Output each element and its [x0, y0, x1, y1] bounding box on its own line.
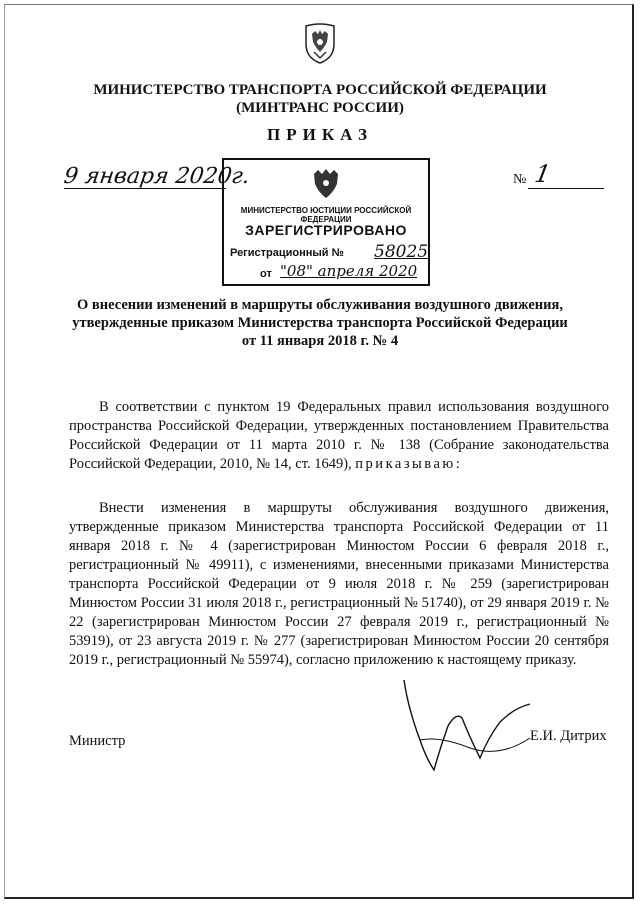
signatory-title: Министр: [69, 733, 126, 749]
number-underline: [528, 188, 604, 189]
coat-of-arms-icon: [300, 22, 340, 64]
stamp-date-prefix: от: [260, 268, 272, 280]
order-date: 9 января 2020г.: [62, 164, 252, 189]
order-paragraph: Внести изменения в маршруты обслуживания воздушного движения, утвержденные приказом Министерства транспорта Российской Федерации от 11 января 2018 г. № 4 (зарегистрирован Минюстом России 6 февраля 2018 г., регистрационный № 49911), с изменениями, внесенными приказами Министерства транспорта Российской Федерации от 9 июля 2018 г. № 259 (зарегистрирован Минюстом России 31 июля 2018 г., регистрационный № 51740), от 29 января 2019 г. № 22 (зарегистрирован Минюстом России 27 февраля 2019 г., регистрационный № 53919), от 23 августа 2019 г. № 277 (зарегистрирован Минюстом России 20 сентября 2019 г., регистрационный № 55974), согласно приложению к настоящему приказу.: [69, 500, 609, 668]
registration-stamp: [222, 158, 430, 286]
handwritten-signature: [390, 678, 540, 778]
order-number-label: №: [513, 172, 527, 187]
signatory-name: Е.И. Дитрих: [530, 728, 607, 744]
document-type: ПРИКАЗ: [267, 125, 373, 144]
subject-line: от 11 января 2018 г. № 4: [241, 333, 399, 349]
preamble-paragraph: [69, 398, 609, 474]
stamp-date: "08" апреля 2020: [280, 262, 418, 280]
order-subject: [0, 296, 640, 350]
order-number: 1: [532, 160, 553, 188]
coat-of-arms-icon: [308, 166, 344, 202]
subject-line: утвержденные приказом Министерства транспорта Российской Федерации: [72, 315, 568, 331]
order-directive: приказываю:: [355, 456, 463, 472]
stamp-authority: МИНИСТЕРСТВО ЮСТИЦИИ РОССИЙСКОЙ ФЕДЕРАЦИИ: [240, 206, 412, 224]
stamp-reg-number: 58025: [374, 242, 429, 262]
subject-line: О внесении изменений в маршруты обслуживания воздушного движения,: [77, 297, 563, 313]
stamp-status: ЗАРЕГИСТРИРОВАНО: [245, 222, 407, 238]
ministry-name: МИНИСТЕРСТВО ТРАНСПОРТА РОССИЙСКОЙ ФЕДЕРАЦИИ: [93, 82, 547, 98]
date-underline: [64, 188, 226, 189]
stamp-reg-label: Регистрационный №: [230, 247, 344, 259]
ministry-short-name: (МИНТРАНС РОССИИ): [236, 100, 404, 116]
preamble-text: В соответствии с пунктом 19 Федеральных правил использования воздушного пространства Российской Федерации, утвержденных постановлением Правительства Российской Федерации от 11 марта 2010 г. № 138 (Собрание законодательства Российской Федерации, 2010, № 14, ст. 1649),: [69, 399, 609, 472]
